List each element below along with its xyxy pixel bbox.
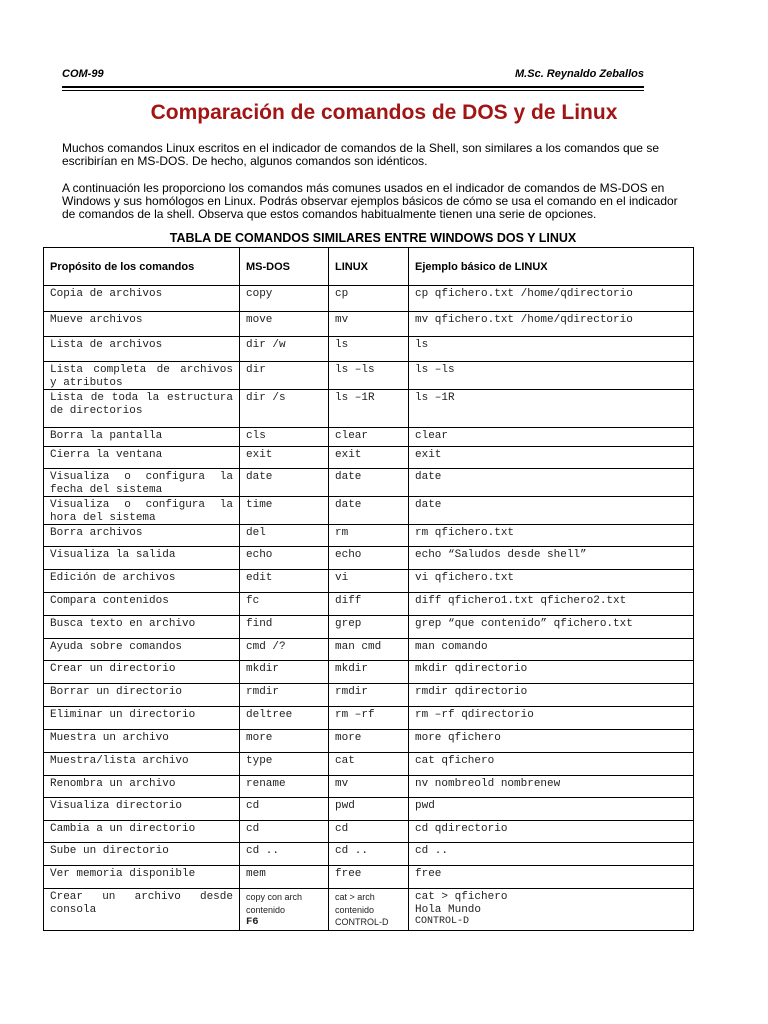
cell-purpose: Lista de toda la estructura de directorios: [44, 390, 240, 428]
cell-purpose: Visualiza directorio: [44, 798, 240, 821]
cell-linux: date: [329, 497, 409, 525]
cell-example: [409, 889, 694, 931]
table-row: [44, 616, 694, 639]
cell-purpose: Ver memoria disponible: [44, 866, 240, 889]
table-row: [44, 866, 694, 889]
cell-msdos: rmdir: [240, 684, 329, 707]
cell-example: more qfichero: [409, 730, 694, 753]
cell-example: rm –rf qdirectorio: [409, 707, 694, 730]
cell-example: mkdir qdirectorio: [409, 661, 694, 684]
cell-purpose: Cambia a un directorio: [44, 821, 240, 843]
cell-msdos: cd: [240, 798, 329, 821]
table-row: [44, 843, 694, 866]
cell-purpose: Muestra/lista archivo: [44, 753, 240, 776]
cell-purpose: Edición de archivos: [44, 570, 240, 593]
cell-msdos: mem: [240, 866, 329, 889]
cell-msdos: del: [240, 525, 329, 547]
cell-msdos: time: [240, 497, 329, 525]
cell-example: clear: [409, 428, 694, 447]
cell-example: man comando: [409, 639, 694, 661]
cell-example: nv nombreold nombrenew: [409, 776, 694, 798]
cell-linux: man cmd: [329, 639, 409, 661]
table-row: [44, 593, 694, 616]
cell-linux: ls –1R: [329, 390, 409, 428]
cell-linux: diff: [329, 593, 409, 616]
cell-msdos: date: [240, 469, 329, 497]
cell-example: ls –1R: [409, 390, 694, 428]
table-row: [44, 469, 694, 497]
cell-linux: ls: [329, 337, 409, 362]
cell-msdos: edit: [240, 570, 329, 593]
cell-example: echo “Saludos desde shell”: [409, 547, 694, 570]
cell-example: vi qfichero.txt: [409, 570, 694, 593]
cell-example: date: [409, 497, 694, 525]
cell-msdos-line: F6: [246, 916, 259, 928]
cell-linux: rm: [329, 525, 409, 547]
cell-purpose: Mueve archivos: [44, 312, 240, 337]
table-row: [44, 707, 694, 730]
cell-msdos: dir /s: [240, 390, 329, 428]
cell-linux: mkdir: [329, 661, 409, 684]
cell-purpose: Visualiza la salida: [44, 547, 240, 570]
cell-msdos: move: [240, 312, 329, 337]
cell-example-line: Hola Mundo: [415, 903, 482, 916]
cell-msdos: find: [240, 616, 329, 639]
cell-example-line: cat > qfichero: [415, 891, 508, 903]
cell-linux: rmdir: [329, 684, 409, 707]
cell-linux: mv: [329, 776, 409, 798]
cell-purpose: Crear un directorio: [44, 661, 240, 684]
cell-linux: exit: [329, 447, 409, 469]
cell-msdos: mkdir: [240, 661, 329, 684]
table-row: [44, 776, 694, 798]
cell-linux: [329, 889, 409, 931]
table-row: [44, 684, 694, 707]
cell-linux: pwd: [329, 798, 409, 821]
cell-purpose: Sube un directorio: [44, 843, 240, 866]
table-row: [44, 286, 694, 312]
cell-linux-line: cat > arch: [335, 892, 375, 902]
cell-msdos: cd: [240, 821, 329, 843]
table-row: [44, 362, 694, 390]
header-course-code: COM-99: [62, 68, 104, 80]
table-row: [44, 661, 694, 684]
cell-example: cd qdirectorio: [409, 821, 694, 843]
cell-msdos: cd ..: [240, 843, 329, 866]
cell-linux-line: CONTROL-D: [335, 917, 389, 927]
table-row: [44, 312, 694, 337]
table-row: [44, 639, 694, 661]
cell-example: ls –ls: [409, 362, 694, 390]
cell-linux: cat: [329, 753, 409, 776]
column-header-purpose: Propósito de los comandos: [44, 248, 240, 286]
cell-msdos-line: contenido: [246, 904, 286, 915]
header-author: M.Sc. Reynaldo Zeballos: [515, 68, 644, 80]
table-header-row: [44, 248, 694, 286]
cell-example: cat qfichero: [409, 753, 694, 776]
column-header-example: Ejemplo básico de LINUX: [409, 248, 694, 286]
header-rule-thin: [62, 90, 644, 91]
cell-linux: ls –ls: [329, 362, 409, 390]
table-row: [44, 798, 694, 821]
cell-example: date: [409, 469, 694, 497]
table-row: [44, 821, 694, 843]
cell-example: cd ..: [409, 843, 694, 866]
table-row: [44, 753, 694, 776]
cell-purpose: Copia de archivos: [44, 286, 240, 312]
header-rule-thick: [62, 86, 644, 88]
cell-example: grep “que contenido” qfichero.txt: [409, 616, 694, 639]
cell-purpose: Lista de archivos: [44, 337, 240, 362]
table-row: [44, 447, 694, 469]
cell-msdos: exit: [240, 447, 329, 469]
cell-example: rm qfichero.txt: [409, 525, 694, 547]
cell-example: cp qfichero.txt /home/qdirectorio: [409, 286, 694, 312]
cell-example-line: CONTROL-D: [415, 916, 470, 927]
cell-example: diff qfichero1.txt qfichero2.txt: [409, 593, 694, 616]
cell-example: exit: [409, 447, 694, 469]
column-header-msdos: MS-DOS: [240, 248, 329, 286]
table-row: [44, 390, 694, 428]
intro-paragraph: Muchos comandos Linux escritos en el indicador de comandos de la Shell, son similares a los comandos que se escribirían en MS-DOS. De hecho, algunos comandos son idénticos.: [62, 141, 659, 168]
table-row: [44, 497, 694, 525]
table-row: [44, 889, 694, 931]
cell-linux: mv: [329, 312, 409, 337]
cell-msdos: [240, 889, 329, 931]
cell-linux-line: contenido: [335, 904, 375, 915]
cell-msdos: more: [240, 730, 329, 753]
cell-linux: grep: [329, 616, 409, 639]
cell-purpose: Borrar un directorio: [44, 684, 240, 707]
cell-purpose: Crear un archivo desde consola: [44, 889, 240, 931]
description-paragraph: A continuación les proporciono los comandos más comunes usados en el indicador de comandos de MS-DOS en Windows y sus homólogos en Linux. Podrás observar ejemplos básicos de cómo se usa el comando en el indicador de comandos de la shell. Observa que estos comandos habitualmente tienen una serie de opciones.: [62, 181, 678, 221]
cell-example: mv qfichero.txt /home/qdirectorio: [409, 312, 694, 337]
cell-linux: date: [329, 469, 409, 497]
cell-linux: clear: [329, 428, 409, 447]
cell-linux: more: [329, 730, 409, 753]
cell-purpose: Ayuda sobre comandos: [44, 639, 240, 661]
table-row: [44, 337, 694, 362]
cell-msdos: echo: [240, 547, 329, 570]
cell-linux: rm –rf: [329, 707, 409, 730]
cell-example: rmdir qdirectorio: [409, 684, 694, 707]
cell-example: ls: [409, 337, 694, 362]
cell-msdos-line: copy con arch: [246, 892, 303, 902]
table-row: [44, 428, 694, 447]
column-header-linux: LINUX: [329, 248, 409, 286]
cell-msdos: dir /w: [240, 337, 329, 362]
cell-purpose: Compara contenidos: [44, 593, 240, 616]
cell-msdos: cmd /?: [240, 639, 329, 661]
cell-purpose: Lista completa de archivos y atributos: [44, 362, 240, 390]
cell-msdos: cls: [240, 428, 329, 447]
cell-purpose: Cierra la ventana: [44, 447, 240, 469]
cell-linux: cd ..: [329, 843, 409, 866]
table-row: [44, 547, 694, 570]
cell-purpose: Visualiza o configura la hora del sistema: [44, 497, 240, 525]
page-title: Comparación de comandos de DOS y de Linux: [150, 101, 618, 124]
table-row: [44, 525, 694, 547]
cell-purpose: Renombra un archivo: [44, 776, 240, 798]
cell-msdos: copy: [240, 286, 329, 312]
table-row: [44, 730, 694, 753]
cell-msdos: dir: [240, 362, 329, 390]
cell-purpose: Busca texto en archivo: [44, 616, 240, 639]
cell-linux: cd: [329, 821, 409, 843]
cell-linux: cp: [329, 286, 409, 312]
cell-example: free: [409, 866, 694, 889]
cell-msdos: type: [240, 753, 329, 776]
cell-example: pwd: [409, 798, 694, 821]
cell-msdos: rename: [240, 776, 329, 798]
cell-purpose: Eliminar un directorio: [44, 707, 240, 730]
cell-purpose: Muestra un archivo: [44, 730, 240, 753]
cell-purpose: Borra la pantalla: [44, 428, 240, 447]
cell-linux: vi: [329, 570, 409, 593]
table-row: [44, 570, 694, 593]
cell-purpose: Visualiza o configura la fecha del sistema: [44, 469, 240, 497]
commands-table: [43, 247, 694, 931]
cell-msdos: fc: [240, 593, 329, 616]
cell-linux: free: [329, 866, 409, 889]
cell-msdos: deltree: [240, 707, 329, 730]
table-caption: TABLA DE COMANDOS SIMILARES ENTRE WINDOWS DOS Y LINUX: [169, 231, 577, 245]
cell-linux: echo: [329, 547, 409, 570]
cell-purpose: Borra archivos: [44, 525, 240, 547]
